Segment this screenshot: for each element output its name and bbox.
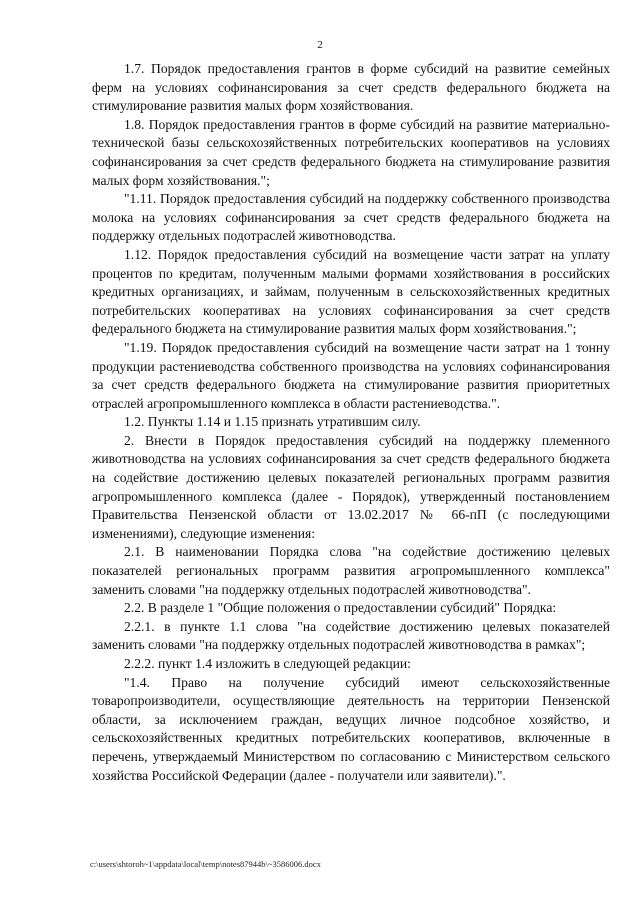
- paragraph-1-4-quote: "1.4. Право на получение субсидий имеют сельскохозяйственные товаропроизводители, осуществляющие деятельность на территории Пензенской области, за исключением граждан, ведущих личное подсобное хозяйство, и сельскохозяйственных кредитных потребительских кооперативов, включенные в перечень, утверждаемый Министерством по согласованию с Министерством сельского хозяйства Российской Федерации (далее - получатели или заявители).".: [92, 674, 610, 783]
- paragraph-2-2-2: 2.2.2. пункт 1.4 изложить в следующей редакции:: [124, 656, 411, 671]
- paragraph-1-2: 1.2. Пункты 1.14 и 1.15 признать утратившим силу.: [124, 414, 421, 430]
- footer-file-path: c:\users\shtoroh~1\appdata\local\temp\notes87944b\~3586006.docx: [90, 859, 321, 869]
- page-number: 2: [317, 39, 323, 51]
- paragraph-1-7: 1.7. Порядок предоставления грантов в форме субсидий на развитие семейных ферм на условиях софинансирования за счет средств федерального бюджета на стимулирование развития малых форм хозяйствования.: [92, 61, 610, 114]
- paragraph-1-11: "1.11. Порядок предоставления субсидий на поддержку собственного производства молока на условиях софинансирования за счет средств федерального бюджета на поддержку отдельных подотраслей животноводства.: [92, 191, 610, 244]
- paragraph-1-8: 1.8. Порядок предоставления грантов в форме субсидий на развитие материально-технической базы сельскохозяйственных потребительских кооперативов на условиях софинансирования за счет средств федерального бюджета на стимулирование развития малых форм хозяйствования.";: [92, 116, 610, 188]
- document-body: [92, 60, 610, 785]
- paragraph-1-12: 1.12. Порядок предоставления субсидий на возмещение части затрат на уплату процентов по кредитам, полученным малыми формами хозяйствования в российских кредитных организациях, и займам, полученным в сельскохозяйственных кредитных потребительских кооперативах на условиях софинансирования за счет средств федерального бюджета на стимулирование развития малых форм хозяйствования.";: [92, 246, 610, 337]
- paragraph-2-2-1: 2.2.1. в пункте 1.1 слова "на содействие достижению целевых показателей заменить словами "на поддержку отдельных подотраслей животноводства в рамках";: [92, 618, 610, 653]
- paragraph-1-19: "1.19. Порядок предоставления субсидий на возмещение части затрат на 1 тонну продукции растениеводства собственного производства на условиях софинансирования за счет средств федерального бюджета на стимулирование развития приоритетных отраслей агропромышленного комплекса в области растениеводства.".: [92, 339, 610, 411]
- paragraph-2: 2. Внести в Порядок предоставления субсидий на поддержку племенного животноводства на условиях софинансирования за счет средств федерального бюджета на содействие достижению целевых показателей региональных программ развития агропромышленного комплекса (далее - Порядок), утвержденный постановлением Правительства Пензенской области от 13.02.2017 № 66-пП (с последующими изменениями), следующие изменения:: [92, 432, 610, 541]
- paragraph-2-1: 2.1. В наименовании Порядка слова "на содействие достижению целевых показателей региональных программ развития агропромышленного комплекса" заменить словами "на поддержку отдельных подотраслей животноводства".: [92, 544, 610, 597]
- paragraph-2-2: 2.2. В разделе 1 "Общие положения о предоставлении субсидий" Порядка:: [124, 600, 557, 616]
